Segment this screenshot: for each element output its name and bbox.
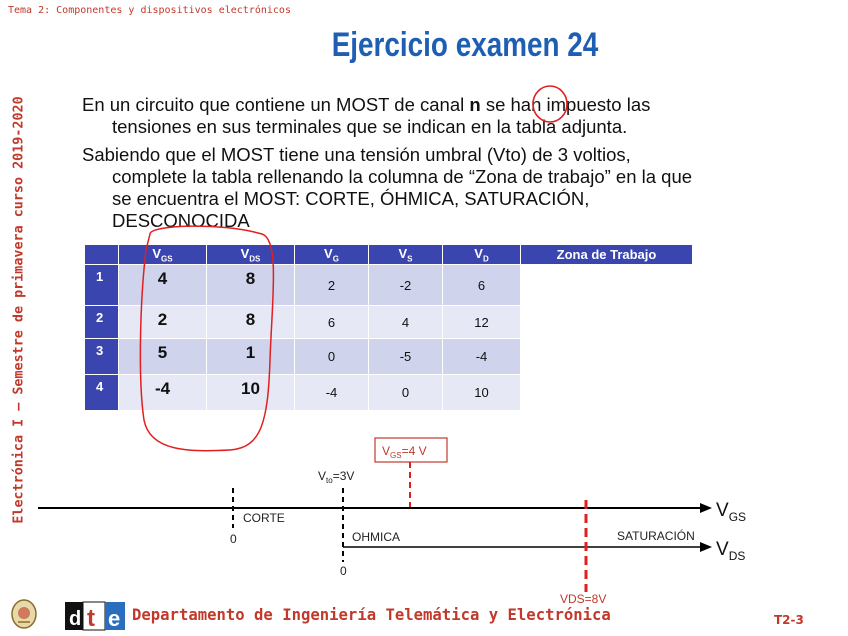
cell-vd: -4 [443, 339, 521, 375]
cell-vgs: 2 [119, 306, 207, 339]
zero-label-bottom: 0 [340, 564, 347, 578]
university-crest-icon [10, 598, 38, 630]
cell-vs: -5 [369, 339, 443, 375]
corte-label: CORTE [243, 511, 285, 525]
cell-vs: 4 [369, 306, 443, 339]
vgs-box-label: $V_{GS}=4$ V [382, 444, 427, 460]
cell-vgs: 5 [119, 339, 207, 375]
p1-text-a: En un circuito que contiene un MOST de canal [82, 94, 470, 115]
cell-vs: 0 [369, 375, 443, 411]
cell-vgs: 4 [119, 265, 207, 306]
zero-label-top: 0 [230, 532, 237, 546]
cell-vs: -2 [369, 265, 443, 306]
paragraph-2-line-2: complete la tabla rellenando la columna de “Zona de trabajo” en la que [112, 166, 693, 187]
cell-vds: 8 [207, 306, 295, 339]
cell-vg: 6 [295, 306, 369, 339]
ohmica-label: OHMICA [352, 530, 400, 544]
header-vd: $V_D$ [443, 245, 521, 265]
vgs-axis-arrow [700, 503, 712, 513]
row-index: 2 [85, 306, 119, 339]
paragraph-2-line-3: se encuentra el MOST: CORTE, ÓHMICA, SATURACIÓN, [112, 188, 590, 209]
paragraph-2-line-4: DESCONOCIDA [112, 210, 250, 231]
paragraph-1-line-2: tensiones en sus terminales que se indican en la tabla adjunta. [112, 116, 628, 137]
department-name: Departamento de Ingeniería Telemática y Electrónica [132, 606, 611, 624]
svg-text:e: e [108, 606, 121, 631]
cell-vg: 0 [295, 339, 369, 375]
cell-vgs: -4 [119, 375, 207, 411]
cell-vd: 10 [443, 375, 521, 411]
vds-marker-label: VDS=8V [560, 592, 607, 606]
p1-text-b: se han impuesto las [480, 94, 651, 115]
cell-vds: 1 [207, 339, 295, 375]
vds-axis-arrow [700, 542, 712, 552]
vto-label: $V_{to}=3V$ [318, 469, 355, 485]
cell-vg: 2 [295, 265, 369, 306]
topic-header: Tema 2: Componentes y dispositivos electrónicos [8, 5, 291, 16]
svg-text:d: d [69, 608, 82, 630]
cell-vds: 8 [207, 265, 295, 306]
side-title: Electrónica I — Semestre de primavera curso 2019-2020 [11, 96, 27, 524]
header-vs: $V_S$ [369, 245, 443, 265]
row-index: 4 [85, 375, 119, 411]
header-vgs: $V_{GS}$ [119, 245, 207, 265]
header-zona: Zona de Trabajo [521, 245, 693, 265]
vgs-axis-label: $V_{GS}$ [716, 500, 747, 524]
slide-title: Ejercicio examen 24 [331, 26, 599, 64]
row-index: 1 [85, 265, 119, 306]
cell-vg: -4 [295, 375, 369, 411]
saturacion-label: SATURACIÓN [617, 529, 695, 543]
svg-text:t: t [87, 605, 95, 632]
dte-logo-icon [65, 600, 125, 632]
cell-vd: 12 [443, 306, 521, 339]
row-index: 3 [85, 339, 119, 375]
header-vds: $V_{DS}$ [207, 245, 295, 265]
p1-bold-n: n [469, 94, 481, 115]
paragraph-2-line-1: Sabiendo que el MOST tiene una tensión umbral (Vto) de 3 voltios, [82, 144, 631, 165]
cell-vd: 6 [443, 265, 521, 306]
cell-vds: 10 [207, 375, 295, 411]
vds-axis-label: $V_{DS}$ [716, 539, 746, 563]
page-code: T2-3 [774, 613, 804, 627]
header-vg: $V_G$ [295, 245, 369, 265]
